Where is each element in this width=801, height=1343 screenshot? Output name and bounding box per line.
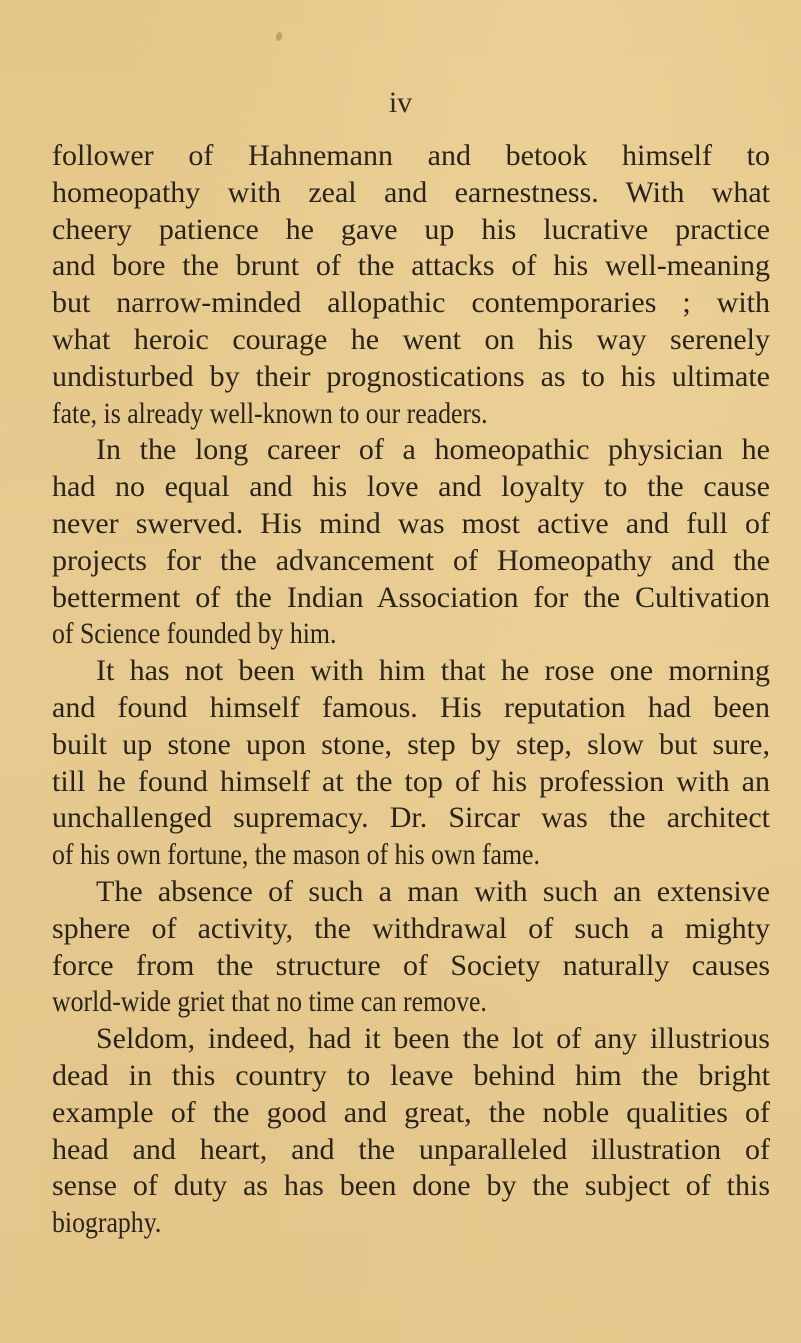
text-line: Seldom, indeed, had it been the lot of any illustrious — [96, 1022, 770, 1056]
text-line: cheery patience he gave up his lucrative practice — [52, 212, 770, 246]
text-line: and found himself famous. His reputation had been — [52, 690, 770, 724]
paper-stain — [275, 31, 284, 42]
text-line: and bore the brunt of the attacks of his well-meaning — [52, 249, 770, 283]
paragraph-5 — [52, 1021, 770, 1242]
body-text — [52, 138, 770, 1242]
text-line: what heroic courage he went on his way serenely — [52, 322, 770, 356]
page-number: iv — [388, 86, 413, 119]
text-line: sense of duty as has been done by the subject of this — [52, 1169, 770, 1203]
text-line: In the long career of a homeopathic physician he — [96, 433, 770, 467]
paragraph-3 — [52, 653, 770, 874]
paragraph-2 — [52, 432, 770, 653]
text-line: of his own fortune, the mason of his own fame. — [52, 838, 540, 872]
text-line: force from the structure of Society naturally causes — [52, 948, 770, 982]
text-line: of Science founded by him. — [52, 617, 337, 651]
text-line: built up stone upon stone, step by step, slow but sure, — [52, 727, 770, 761]
text-line: example of the good and great, the noble qualities of — [52, 1095, 770, 1129]
text-line: betterment of the Indian Association for the Cultivation — [52, 580, 770, 614]
text-line: till he found himself at the top of his profession with an — [52, 764, 770, 798]
text-line: undisturbed by their prognostications as to his ultimate — [52, 359, 770, 393]
text-line: had no equal and his love and loyalty to the cause — [52, 470, 770, 504]
text-line: biography. — [52, 1206, 162, 1240]
text-line: head and heart, and the unparalleled illustration of — [52, 1132, 770, 1166]
text-line: fate, is already well-known to our readers. — [52, 396, 488, 430]
text-line: It has not been with him that he rose one morning — [96, 654, 770, 688]
text-line: world-wide griet that no time can remove. — [52, 985, 487, 1019]
text-line: dead in this country to leave behind him the bright — [52, 1058, 770, 1092]
text-line: homeopathy with zeal and earnestness. With what — [52, 175, 770, 209]
text-line: The absence of such a man with such an extensive — [96, 874, 770, 908]
text-line: follower of Hahnemann and betook himself to — [52, 139, 770, 172]
text-line: projects for the advancement of Homeopathy and the — [52, 543, 770, 577]
paragraph-4 — [52, 874, 770, 1021]
text-line: sphere of activity, the withdrawal of such a mighty — [52, 911, 770, 945]
text-line: unchallenged supremacy. Dr. Sircar was the architect — [52, 801, 770, 835]
text-line: never swerved. His mind was most active and full of — [52, 506, 770, 540]
paragraph-1 — [52, 138, 770, 432]
text-line: but narrow-minded allopathic contemporaries ; with — [52, 286, 770, 320]
